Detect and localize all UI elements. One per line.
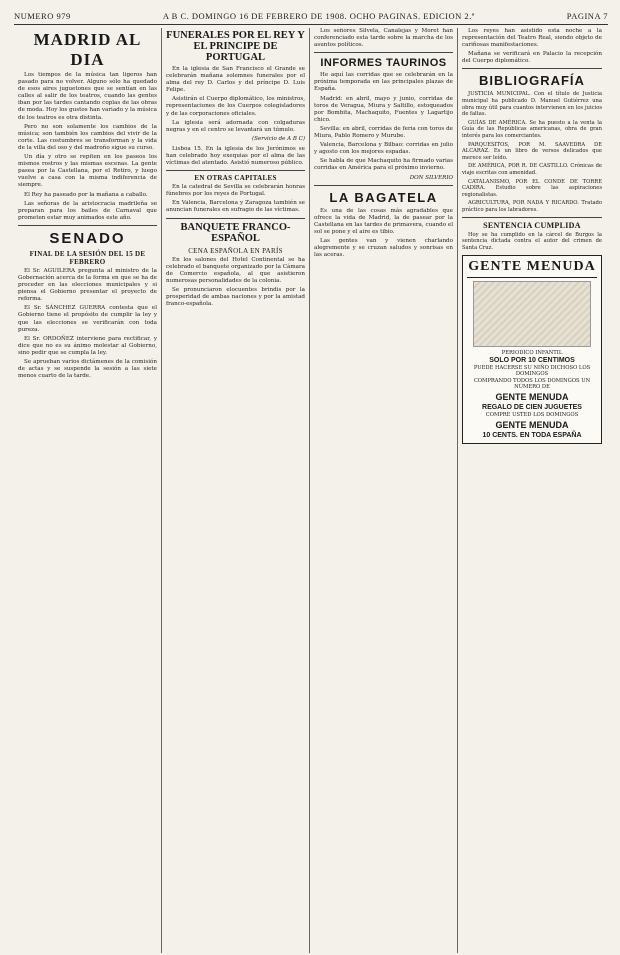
informes-taurinos-title: INFORMES TAURINOS bbox=[320, 57, 447, 70]
book-review: PARQUESITOS, POR M. SAAVEDRA DE ALCARAZ. Es un libro de versos delicados que merece ser leído. bbox=[462, 141, 602, 161]
divider bbox=[462, 68, 602, 69]
ad-brand-line: GENTE MENUDA bbox=[495, 420, 569, 431]
ad-line: PUEDE HACERSE SU NIÑO DICHOSO LOS DOMINGOS bbox=[473, 365, 591, 378]
columns bbox=[14, 28, 608, 953]
article-paragraph: El Sr. SÁNCHEZ GUERRA contesta que el Gobierno tiene el propósito de cumplir la ley y que las elecciones se verificarán con toda pureza. bbox=[18, 305, 157, 333]
column-1 bbox=[14, 28, 162, 953]
article-paragraph: Lisboa 15. En la iglesia de los Jerónimos se han celebrado hoy exequias por el alma de las víctimas del atentado. Asistió numeroso público. bbox=[166, 145, 305, 167]
ad-line: COMPRANDO TODOS LOS DOMINGOS UN NÚMERO DE bbox=[473, 378, 591, 391]
article-paragraph: En la iglesia de San Francisco el Grande se celebrarán mañana solemnes funerales por el alma del rey D. Carlos y del príncipe D. Luis Felipe. bbox=[166, 66, 305, 94]
gente-menuda-ad bbox=[462, 255, 602, 444]
divider bbox=[314, 52, 453, 53]
byline: (Servicio de A B C) bbox=[252, 135, 305, 142]
article-paragraph: Madrid: en abril, mayo y junio, corridas de toros de Veragua, Miura y Saltillo, estoqueados por Bombita, Machaquito, Fuentes y Lagartijo chico. bbox=[314, 95, 453, 123]
article-paragraph: La iglesia será adornada con colgaduras negras y en el centro se levantará un túmulo. bbox=[166, 119, 305, 133]
ad-caption: PERIODICO INFANTIL bbox=[501, 350, 563, 357]
issue-number: NUMERO 979 bbox=[14, 11, 71, 21]
book-review: DE AMÉRICA, POR R. DE CASTILLO. Crónicas de viaje escritas con amenidad. bbox=[462, 163, 602, 176]
article-paragraph: El Rey ha paseado por la mañana a caballo. bbox=[24, 191, 148, 198]
ad-gift-line: REGALO DE CIEN JUGUETES bbox=[482, 404, 582, 412]
ad-price-footer: 10 CENTS. EN TODA ESPAÑA bbox=[482, 432, 582, 440]
divider bbox=[166, 218, 305, 219]
madrid-al-dia-title: MADRID AL DIA bbox=[33, 30, 142, 69]
masthead bbox=[14, 10, 608, 25]
article-paragraph: Hoy se ha cumplido en la cárcel de Burgos la sentencia dictada contra el autor del crimen de Santa Cruz. bbox=[462, 231, 602, 251]
article-paragraph: Las señoras de la aristocracia madrileña se preparan para los bailes de Carnaval que prometen estar muy animados este año. bbox=[18, 200, 157, 221]
page-number: PAGINA 7 bbox=[566, 11, 608, 21]
book-review: CATALANISMO, POR EL CONDE DE TORRE CADIRA. Estudio sobre las aspiraciones regionalistas. bbox=[462, 178, 602, 198]
article-paragraph: En la catedral de Sevilla se celebrarán honras fúnebres por los reyes de Portugal. bbox=[166, 184, 305, 198]
article-paragraph: Los reyes han asistido esta noche a la representación del Teatro Real, siendo objeto de cariñosas manifestaciones. bbox=[462, 28, 602, 49]
masthead-date: A B C. DOMINGO 16 DE FEBRERO DE 1908. OCHO PAGINAS. EDICION 2.ª bbox=[162, 11, 475, 21]
bagatela-title: LA BAGATELA bbox=[329, 189, 438, 205]
sentencia-title: SENTENCIA CUMPLIDA bbox=[483, 220, 581, 230]
funerales-title: FUNERALES POR EL REY Y EL PRINCIPE DE PORTUGAL bbox=[166, 30, 305, 63]
senado-subtitle: FINAL DE LA SESIÓN DEL 15 DE FEBRERO bbox=[29, 249, 146, 266]
article-paragraph: Los señores Silvela, Canalejas y Moret han conferenciado esta tarde sobre la marcha de los asuntos políticos. bbox=[314, 28, 453, 49]
article-paragraph: Se habla de que Machaquito ha firmado varias corridas en América para el próximo invierno. bbox=[314, 158, 453, 172]
article-paragraph: Pero no son solamente los cambios de la música; son también los cambios del vivir de la corte. Las costumbres se transforman y la vida de la villa del oso y del madroño sigue su curso. bbox=[18, 123, 157, 151]
article-paragraph: Los tiempos de la música tan ligeros han pasado para no volver. Alguno sólo ha quedado de esos aires juguetones que se sentían en las calles al salir de los teatros, cuando las gentes iban por las tardes cantando coplas de las obras de moda. Hoy los gustos han variado y la música de los teatros es otra distinta. bbox=[18, 72, 157, 121]
divider bbox=[462, 217, 602, 218]
column-4 bbox=[458, 28, 606, 953]
article-paragraph: Las gentes van y vienen charlando alegremente y se cruzan saludos y sonrisas en las aceras. bbox=[314, 237, 453, 259]
book-review: AGRICULTURA, POR NADA Y RICARDO. Tratado práctico para los labradores. bbox=[462, 200, 602, 213]
bibliografia-title: BIBLIOGRAFÍA bbox=[479, 73, 585, 89]
divider bbox=[314, 185, 453, 186]
ad-illustration bbox=[473, 281, 591, 347]
ad-line: COMPRE USTED LOS DOMINGOS bbox=[485, 412, 579, 419]
divider bbox=[18, 225, 157, 226]
divider bbox=[166, 170, 305, 171]
article-paragraph: Se pronunciaron elocuentes brindis por la prosperidad de ambas naciones y por la amistad franco-española. bbox=[166, 286, 305, 308]
article-paragraph: Es una de las cosas más agradables que ofrece la vida de Madrid, la de pasear por la Castellana en las tardes de primavera, cuando el sol se pone y el aire es tibio. bbox=[314, 207, 453, 235]
otras-capitales-title: EN OTRAS CAPITALES bbox=[194, 174, 277, 183]
article-paragraph: En Valencia, Barcelona y Zaragoza también se anuncian funerales en sufragio de las víctimas. bbox=[166, 200, 305, 214]
article-paragraph: He aquí las corridas que se celebrarán en la próxima temporada en las principales plazas de España. bbox=[314, 72, 453, 93]
byline: DON SILVERIO bbox=[409, 174, 453, 181]
column-3 bbox=[310, 28, 458, 953]
article-paragraph: Sevilla: en abril, corridas de feria con toros de Miura, Pablo Romero y Murube. bbox=[314, 125, 453, 140]
article-paragraph: Mañana se verificará en Palacio la recepción del Cuerpo diplomático. bbox=[462, 51, 602, 65]
article-paragraph: Asistirán el Cuerpo diplomático, los ministros, representaciones de los Cuerpos colegisladores y de las corporaciones oficiales. bbox=[166, 96, 305, 117]
article-paragraph: En los salones del Hotel Continental se ha celebrado el banquete organizado por la Cámara de Comercio española, al que asistieron numerosas personalidades de la colonia. bbox=[166, 256, 306, 284]
book-review: GUÍAS DE AMÉRICA. Se ha puesto a la venta la Guía de las Repúblicas americanas, obra de gran interés para los comerciantes. bbox=[462, 119, 602, 140]
banquete-title: BANQUETE FRANCO-ESPAÑOL bbox=[180, 221, 291, 244]
book-review: JUSTICIA MUNICIPAL. Con el título de Justicia municipal ha publicado D. Manuel Gutiérrez una obra muy útil para cuantos intervienen en los juicios de faltas. bbox=[462, 91, 602, 118]
senado-title: SENADO bbox=[49, 229, 126, 247]
column-2 bbox=[162, 28, 310, 953]
ad-price-line: SOLO POR 10 CENTIMOS bbox=[489, 357, 575, 365]
banquete-subtitle: CENA ESPAÑOLA EN PARÍS bbox=[188, 246, 283, 255]
article-paragraph: Se aprueban varios dictámenes de la comisión de actas y se suspende la sesión a las siete menos cuarto de la tarde. bbox=[18, 359, 157, 380]
article-paragraph: Un día y otro se repiten en los paseos los mismos rostros y las mismas escenas. La gente pasea por la Castellana, por el Retiro, y luego vuelve a casa con la misma indiferencia de siempre. bbox=[18, 154, 157, 189]
article-paragraph: El Sr. ORDOÑEZ interviene para rectificar, y dice que no es su ánimo molestar al Gobierno, sino pedir que se cumpla la ley. bbox=[18, 335, 157, 356]
article-paragraph: El Sr. AGUILERA pregunta al ministro de la Gobernación acerca de la forma en que se ha de proceder en las elecciones municipales y si piensa el Gobierno presentar el proyecto de reforma. bbox=[18, 267, 157, 303]
ad-brand-line: GENTE MENUDA bbox=[495, 392, 569, 403]
article-paragraph: Valencia, Barcelona y Bilbao: corridas en julio y agosto con los mejores espadas. bbox=[314, 142, 453, 156]
ad-title: GENTE MENUDA bbox=[467, 259, 597, 278]
